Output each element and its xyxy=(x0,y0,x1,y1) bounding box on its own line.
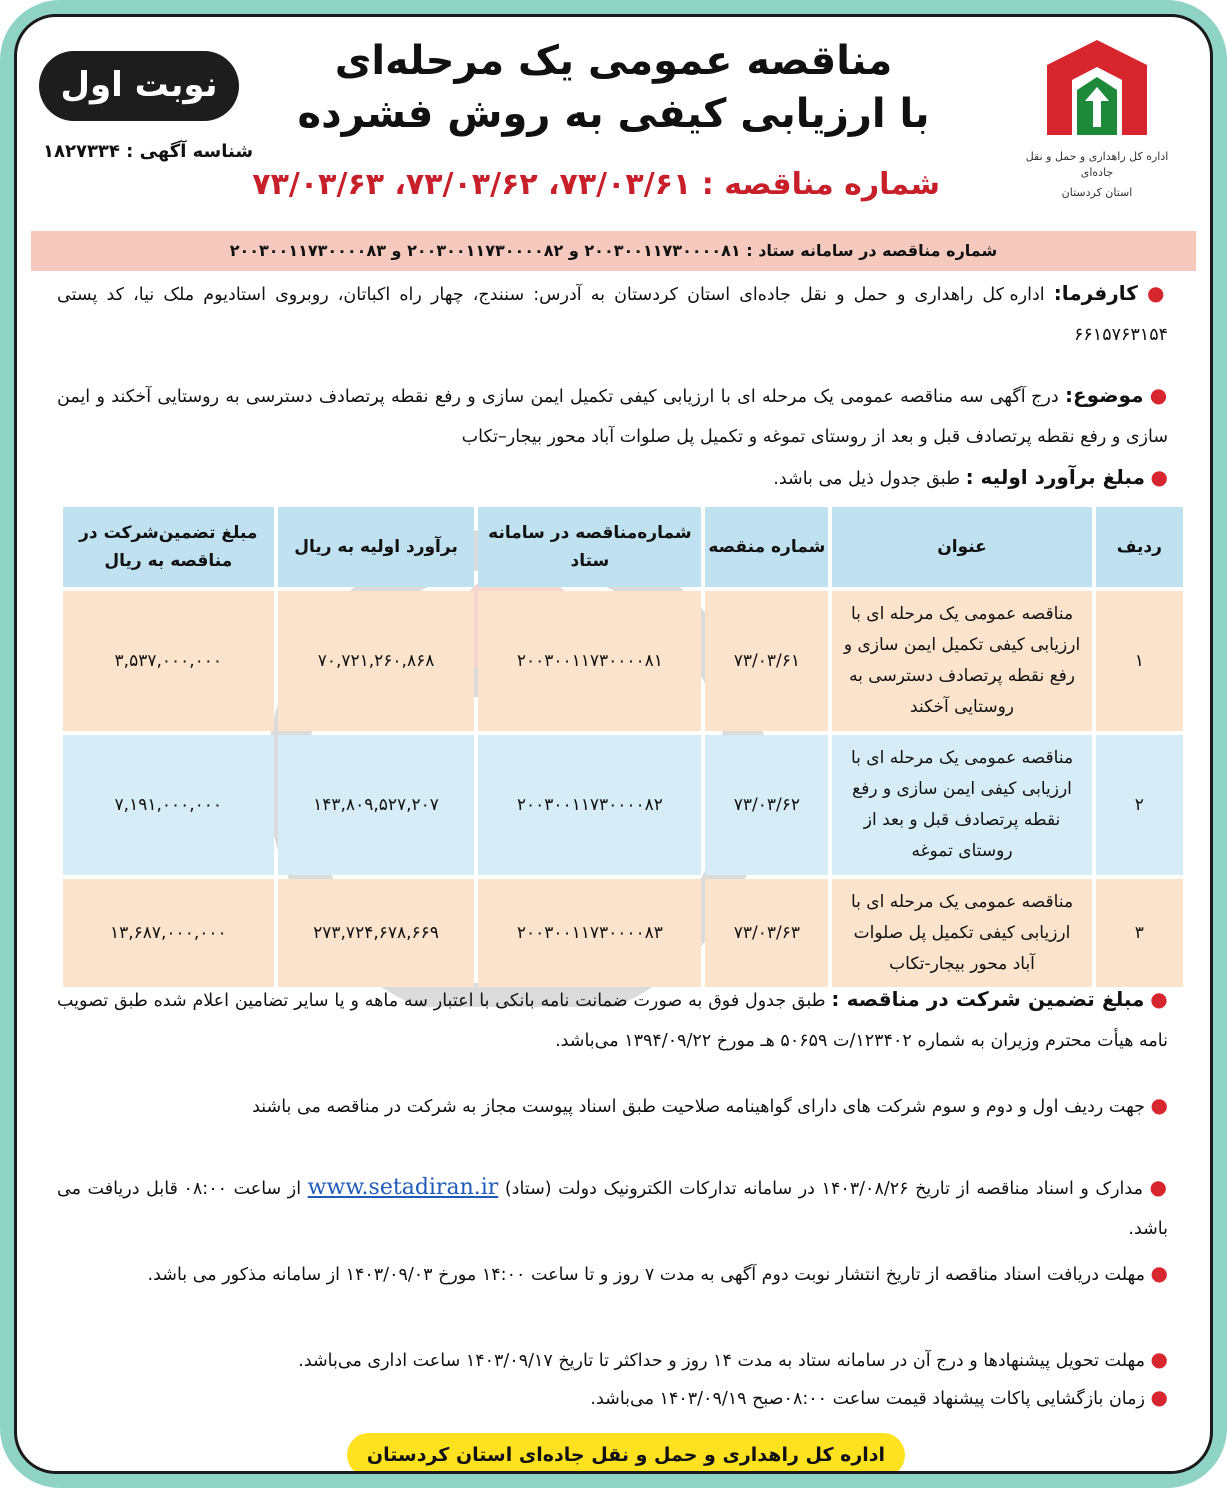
guarantee-paragraph xyxy=(57,979,1168,1061)
opening-paragraph xyxy=(57,1377,1168,1419)
row-guarantee: ۱۳,۶۸۷,۰۰۰,۰۰۰ xyxy=(63,879,274,987)
subject-label: موضوع: xyxy=(1065,383,1144,407)
estimate-label: مبلغ برآورد اولیه : xyxy=(965,465,1145,489)
guarantee-label: مبلغ تضمین شرکت در مناقصه : xyxy=(831,987,1145,1011)
table-row xyxy=(63,879,1183,987)
bullet-icon: ● xyxy=(1150,1347,1168,1371)
bullet-icon: ● xyxy=(1150,465,1168,489)
header-row-number: ردیف xyxy=(1096,507,1183,587)
row-title: مناقصه عمومی یک مرحله ای با ارزیابی کیفی تکمیل ایمن سازی و رفع نقطه پرتصادف دسترسی به روستایی آخکند xyxy=(832,591,1091,731)
row-title: مناقصه عمومی یک مرحله ای با ارزیابی کیفی تکمیل پل صلوات آباد محور بیجار-تکاب xyxy=(832,879,1091,987)
documents-paragraph xyxy=(57,1167,1168,1249)
row-estimate: ۷۰,۷۲۱,۲۶۰,۸۶۸ xyxy=(278,591,475,731)
setad-link[interactable]: www.setadiran.ir xyxy=(307,1175,499,1200)
subject-text: درج آگهی سه مناقصه عمومی یک مرحله ای با ارزیابی کیفی تکمیل ایمن سازی و رفع نقطه پرتصادف دسترسی به روستایی آخکند و ایمن سازی و رفع نقطه پرتصادف قبل و بعد از روستای تموغه و تکمیل پل صلوات آباد محور بیجار–تکاب xyxy=(57,387,1168,447)
row-number: ۲ xyxy=(1096,735,1183,875)
title-line1: مناقصه عمومی یک مرحله‌ای xyxy=(334,38,893,84)
organization-logo xyxy=(1012,35,1182,215)
employer-text: اداره کل راهداری و حمل و نقل جاده‌ای استان کردستان به آدرس: سنندج، چهار راه اکباتان، روبروی استادیوم ملک نیا، کد پستی ۶۶۱۵۷۶۳۱۵۴ xyxy=(57,285,1168,345)
setad-numbers-band: شماره مناقصه در سامانه ستاد : ۲۰۰۳۰۰۱۱۷۳۰۰۰۰۸۱ و ۲۰۰۳۰۰۱۱۷۳۰۰۰۰۸۲ و ۲۰۰۳۰۰۱۱۷۳۰۰۰۰۸۳ xyxy=(31,231,1196,271)
bullet-icon: ● xyxy=(1147,281,1169,305)
header-setad-number: شماره‌مناقصه در سامانه ستاد xyxy=(478,507,701,587)
row-estimate: ۲۷۳,۷۲۴,۶۷۸,۶۶۹ xyxy=(278,879,475,987)
deadline-bids-text: مهلت تحویل پیشنهادها و درج آن در سامانه ستاد به مدت ۱۴ روز و حداکثر تا تاریخ ۱۴۰۳/۰۹/۱۷ ساعت اداری می‌باشد. xyxy=(298,1351,1145,1371)
row-estimate: ۱۴۳,۸۰۹,۵۲۷,۲۰۷ xyxy=(278,735,475,875)
documents-text-after: از ساعت ۰۸:۰۰ قابل دریافت می باشد. xyxy=(57,1179,1168,1239)
guarantee-text: طبق جدول فوق به صورت ضمانت نامه بانکی با اعتبار سه ماهه و یا سایر تضامین اعلام شده طبق تصویب نامه هیأت محترم وزیران به شماره ۱۲۳۴۰۲/ت ۵۰۶۵۹ هـ مورخ ۱۳۹۴/۰۹/۲۲ می‌باشد. xyxy=(57,991,1168,1051)
opening-text: زمان بازگشایی پاکات پیشنهاد قیمت ساعت ۰۸:۰۰صبح ۱۴۰۳/۰۹/۱۹ می‌باشد. xyxy=(590,1389,1145,1409)
employer-paragraph xyxy=(57,273,1168,355)
row-tender-number: ۷۳/۰۳/۶۲ xyxy=(705,735,828,875)
subject-paragraph xyxy=(57,375,1168,457)
row-number: ۳ xyxy=(1096,879,1183,987)
bullet-icon: ● xyxy=(1150,1093,1168,1117)
deadline-docs-text: مهلت دریافت اسناد مناقصه از تاریخ انتشار نوبت دوم آگهی به مدت ۷ روز و تا ساعت ۱۴:۰۰ مورخ ۱۴۰۳/۰۹/۰۳ از سامانه مذکور می باشد. xyxy=(147,1265,1145,1285)
tender-table xyxy=(59,503,1187,991)
eligibility-text: جهت ردیف اول و دوم و سوم شرکت های دارای گواهینامه صلاحیت طبق اسناد پیوست مجاز به شرکت در مناقصه می باشند xyxy=(252,1097,1145,1117)
header-title: عنوان xyxy=(832,507,1091,587)
employer-label: کارفرما: xyxy=(1053,281,1138,305)
notice-card xyxy=(14,14,1213,1474)
road-logo-icon xyxy=(1037,35,1157,145)
header-guarantee: مبلغ تضمین‌شرکت در مناقصه به ریال xyxy=(63,507,274,587)
estimate-text: طبق جدول ذیل می باشد. xyxy=(773,469,961,489)
row-guarantee: ۷,۱۹۱,۰۰۰,۰۰۰ xyxy=(63,735,274,875)
row-setad-number: ۲۰۰۳۰۰۱۱۷۳۰۰۰۰۸۱ xyxy=(478,591,701,731)
header-tender-number: شماره منقصه xyxy=(705,507,828,587)
header-estimate: برآورد اولیه به ریال xyxy=(278,507,475,587)
footer-organization: اداره کل راهداری و حمل و نقل جاده‌ای استان کردستان xyxy=(347,1433,905,1474)
deadline-docs-paragraph xyxy=(57,1253,1168,1295)
row-number: ۱ xyxy=(1096,591,1183,731)
row-guarantee: ۳,۵۳۷,۰۰۰,۰۰۰ xyxy=(63,591,274,731)
estimate-paragraph xyxy=(57,457,1168,499)
bullet-icon: ● xyxy=(1150,987,1168,1011)
tender-numbers: شماره مناقصه : ۷۳/۰۳/۶۱، ۷۳/۰۳/۶۲، ۷۳/۰۳/۶۳ xyxy=(252,167,940,202)
table-header-row xyxy=(63,507,1183,587)
bullet-icon: ● xyxy=(1149,383,1168,407)
title-line2: با ارزیابی کیفی به روش فشرده xyxy=(297,91,930,137)
page-title xyxy=(267,35,960,141)
eligibility-paragraph xyxy=(57,1085,1168,1127)
row-tender-number: ۷۳/۰۳/۶۱ xyxy=(705,591,828,731)
table-row xyxy=(63,735,1183,875)
table-row xyxy=(63,591,1183,731)
documents-text-before: مدارک و اسناد مناقصه از تاریخ ۱۴۰۳/۰۸/۲۶ در سامانه تدارکات الکترونیک دولت (ستاد) xyxy=(504,1179,1143,1199)
deadline-bids-paragraph xyxy=(57,1339,1168,1381)
bullet-icon: ● xyxy=(1150,1385,1168,1409)
row-setad-number: ۲۰۰۳۰۰۱۱۷۳۰۰۰۰۸۳ xyxy=(478,879,701,987)
ad-id: شناسه آگهی : ۱۸۲۷۳۳۴ xyxy=(43,141,254,162)
first-round-badge: نوبت اول xyxy=(39,51,239,121)
bullet-icon: ● xyxy=(1149,1175,1168,1199)
logo-caption-line1: اداره کل راهداری و حمل و نقل جاده‌ای xyxy=(1025,150,1169,179)
logo-caption-line2: استان کردستان xyxy=(1061,186,1133,199)
row-title: مناقصه عمومی یک مرحله ای با ارزیابی کیفی ایمن سازی و رفع نقطه پرتصادف قبل و بعد از روستای تموغه xyxy=(832,735,1091,875)
row-setad-number: ۲۰۰۳۰۰۱۱۷۳۰۰۰۰۸۲ xyxy=(478,735,701,875)
row-tender-number: ۷۳/۰۳/۶۳ xyxy=(705,879,828,987)
bullet-icon: ● xyxy=(1150,1261,1168,1285)
